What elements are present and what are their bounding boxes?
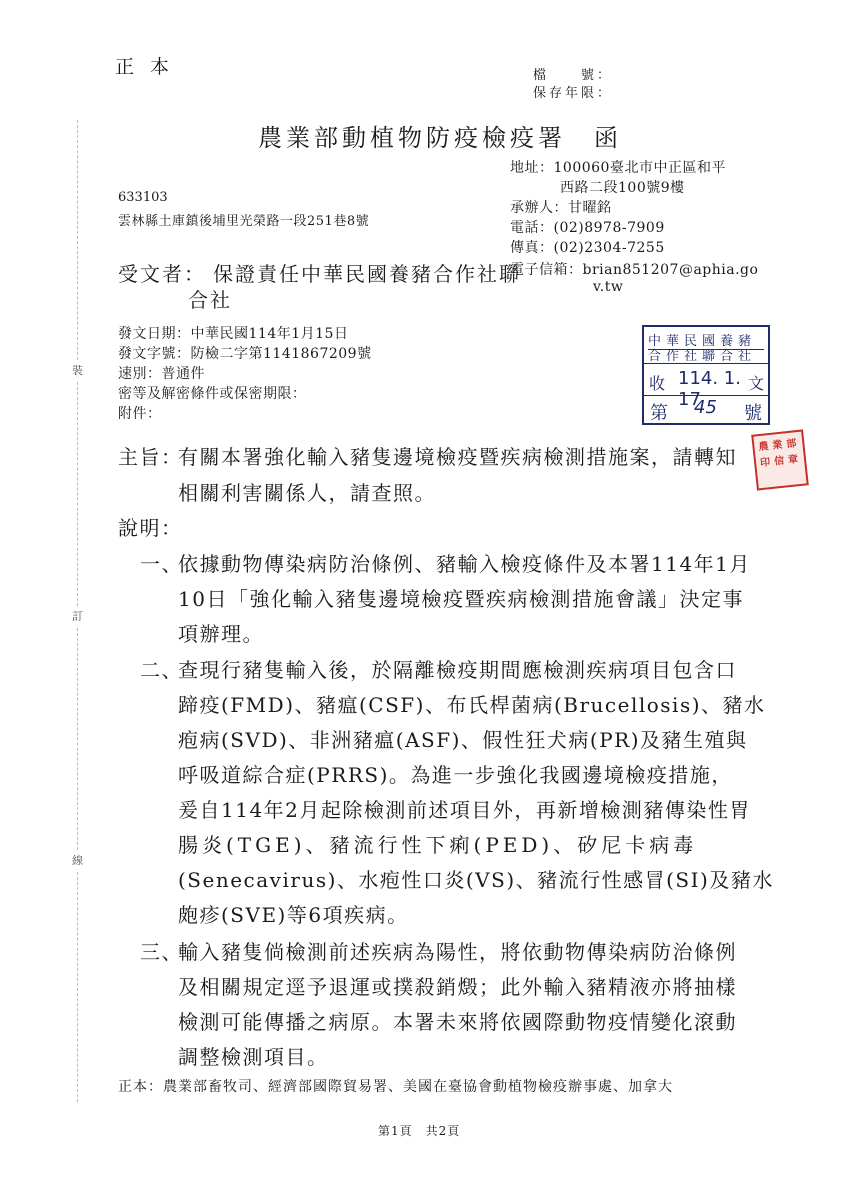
item-number: 一、	[140, 552, 183, 576]
binding-mark: 裝	[72, 364, 83, 377]
binding-line	[77, 872, 78, 1102]
item-number: 三、	[140, 940, 183, 964]
paragraph-line: 呼吸道綜合症(PRRS)。為進一步強化我國邊境檢疫措施，	[178, 763, 733, 787]
paragraph-line: 皰疹(SVE)等6項疾病。	[178, 903, 409, 927]
paragraph-line: 檢測可能傳播之病原。本署未來將依國際動物疫情變化滾動	[178, 1010, 737, 1034]
stamp-org-line1: 中華民國養豬	[648, 330, 764, 350]
paragraph-line: 輸入豬隻倘檢測前述疾病為陽性，將依動物傳染病防治條例	[178, 940, 737, 964]
paragraph-line: (Senecavirus)、水疱性口炎(VS)、豬流行性感冒(SI)及豬水	[178, 868, 774, 892]
recipient-zip: 633103	[118, 190, 168, 205]
email-line1: 電子信箱：brian851207@aphia.go	[510, 262, 759, 278]
binding-line	[77, 628, 78, 850]
retention-period-label: 保存年限：	[533, 86, 614, 101]
seal-char: 農	[758, 441, 770, 454]
binding-line	[77, 120, 78, 360]
seal-char: 信	[773, 455, 785, 468]
secrecy-level: 密等及解密條件或保密期限：	[118, 386, 307, 402]
issue-date: 發文日期：中華民國114年1月15日	[118, 326, 349, 342]
receipt-stamp	[642, 325, 770, 425]
paragraph-line: 及相關規定逕予退運或撲殺銷燬；此外輸入豬精液亦將抽樣	[178, 975, 737, 999]
seal-char: 部	[785, 438, 797, 451]
recipient-name-line1: 保證責任中華民國養豬合作社聯	[213, 262, 521, 286]
delivery-speed: 速別：普通件	[118, 366, 205, 382]
phone: 電話：(02)8978-7909	[510, 220, 665, 236]
paragraph-line: 蹄疫(FMD)、豬瘟(CSF)、布氏桿菌病(Brucellosis)、豬水	[178, 693, 766, 717]
stamp-di-char: 第	[650, 403, 668, 424]
handler: 承辦人：甘曜銘	[510, 200, 612, 216]
item-number: 二、	[140, 658, 183, 682]
paragraph-line: 腸炎(TGE)、豬流行性下痢(PED)、矽尼卡病毒	[178, 833, 698, 857]
document-title: 農業部動植物防疫檢疫署 函	[258, 124, 622, 152]
recipient-name-line2: 合社	[188, 288, 232, 312]
stamp-number: 45	[694, 397, 717, 418]
subject-label: 主旨：	[118, 445, 183, 469]
seal-char: 業	[771, 439, 784, 452]
document-number: 發文字號：防檢二字第1141867209號	[118, 346, 372, 362]
subject-line2: 相關利害關係人，請查照。	[178, 481, 436, 505]
stamp-divider	[644, 395, 768, 396]
recipient-label: 受文者：	[118, 262, 206, 286]
fax: 傳真：(02)2304-7255	[510, 240, 665, 256]
subject-line1: 有關本署強化輸入豬隻邊境檢疫暨疾病檢測措施案，請轉知	[178, 445, 737, 469]
stamp-divider	[644, 363, 768, 364]
stamp-hao-char: 號	[744, 403, 762, 424]
paragraph-line: 疱病(SVD)、非洲豬瘟(ASF)、假性狂犬病(PR)及豬生殖與	[178, 728, 748, 752]
stamp-receive-date: 114. 1. 17	[678, 368, 741, 410]
sender-address-line2: 西路二段100號9樓	[560, 180, 685, 196]
page-number: 第1頁 共2頁	[378, 1124, 461, 1138]
cc-list: 正本：農業部畜牧司、經濟部國際貿易署、美國在臺協會動植物檢疫辦事處、加拿大	[118, 1079, 673, 1095]
official-seal	[751, 429, 809, 490]
paragraph-line: 項辦理。	[178, 622, 264, 646]
recipient-address: 雲林縣土庫鎮後埔里光榮路一段251巷8號	[118, 214, 370, 229]
paragraph-line: 查現行豬隻輸入後，於隔離檢疫期間應檢測疾病項目包含口	[178, 658, 737, 682]
binding-mark: 線	[72, 854, 83, 867]
binding-mark: 訂	[72, 610, 83, 623]
paragraph-line: 調整檢測項目。	[178, 1045, 329, 1069]
binding-line	[77, 382, 78, 606]
explanation-label: 說明：	[118, 516, 183, 540]
seal-char: 章	[787, 454, 799, 467]
paragraph-line: 依據動物傳染病防治條例、豬輸入檢疫條件及本署114年1月	[178, 552, 751, 576]
stamp-receive-char: 收	[649, 374, 666, 393]
file-number-label: 檔 號：	[533, 68, 614, 83]
email-line2: v.tw	[593, 279, 624, 295]
paragraph-line: 爰自114年2月起除檢測前述項目外，再新增檢測豬傳染性胃	[178, 798, 751, 822]
attachment: 附件：	[118, 406, 162, 422]
copy-mark: 正本	[115, 56, 186, 78]
sender-address-line1: 地址：100060臺北市中正區和平	[510, 160, 726, 176]
stamp-org-line2: 合作社聯合社	[648, 349, 757, 364]
paragraph-line: 10日「強化輸入豬隻邊境檢疫暨疾病檢測措施會議」決定事	[178, 587, 744, 611]
seal-char: 印	[759, 457, 771, 470]
stamp-wen-char: 文	[748, 374, 765, 393]
